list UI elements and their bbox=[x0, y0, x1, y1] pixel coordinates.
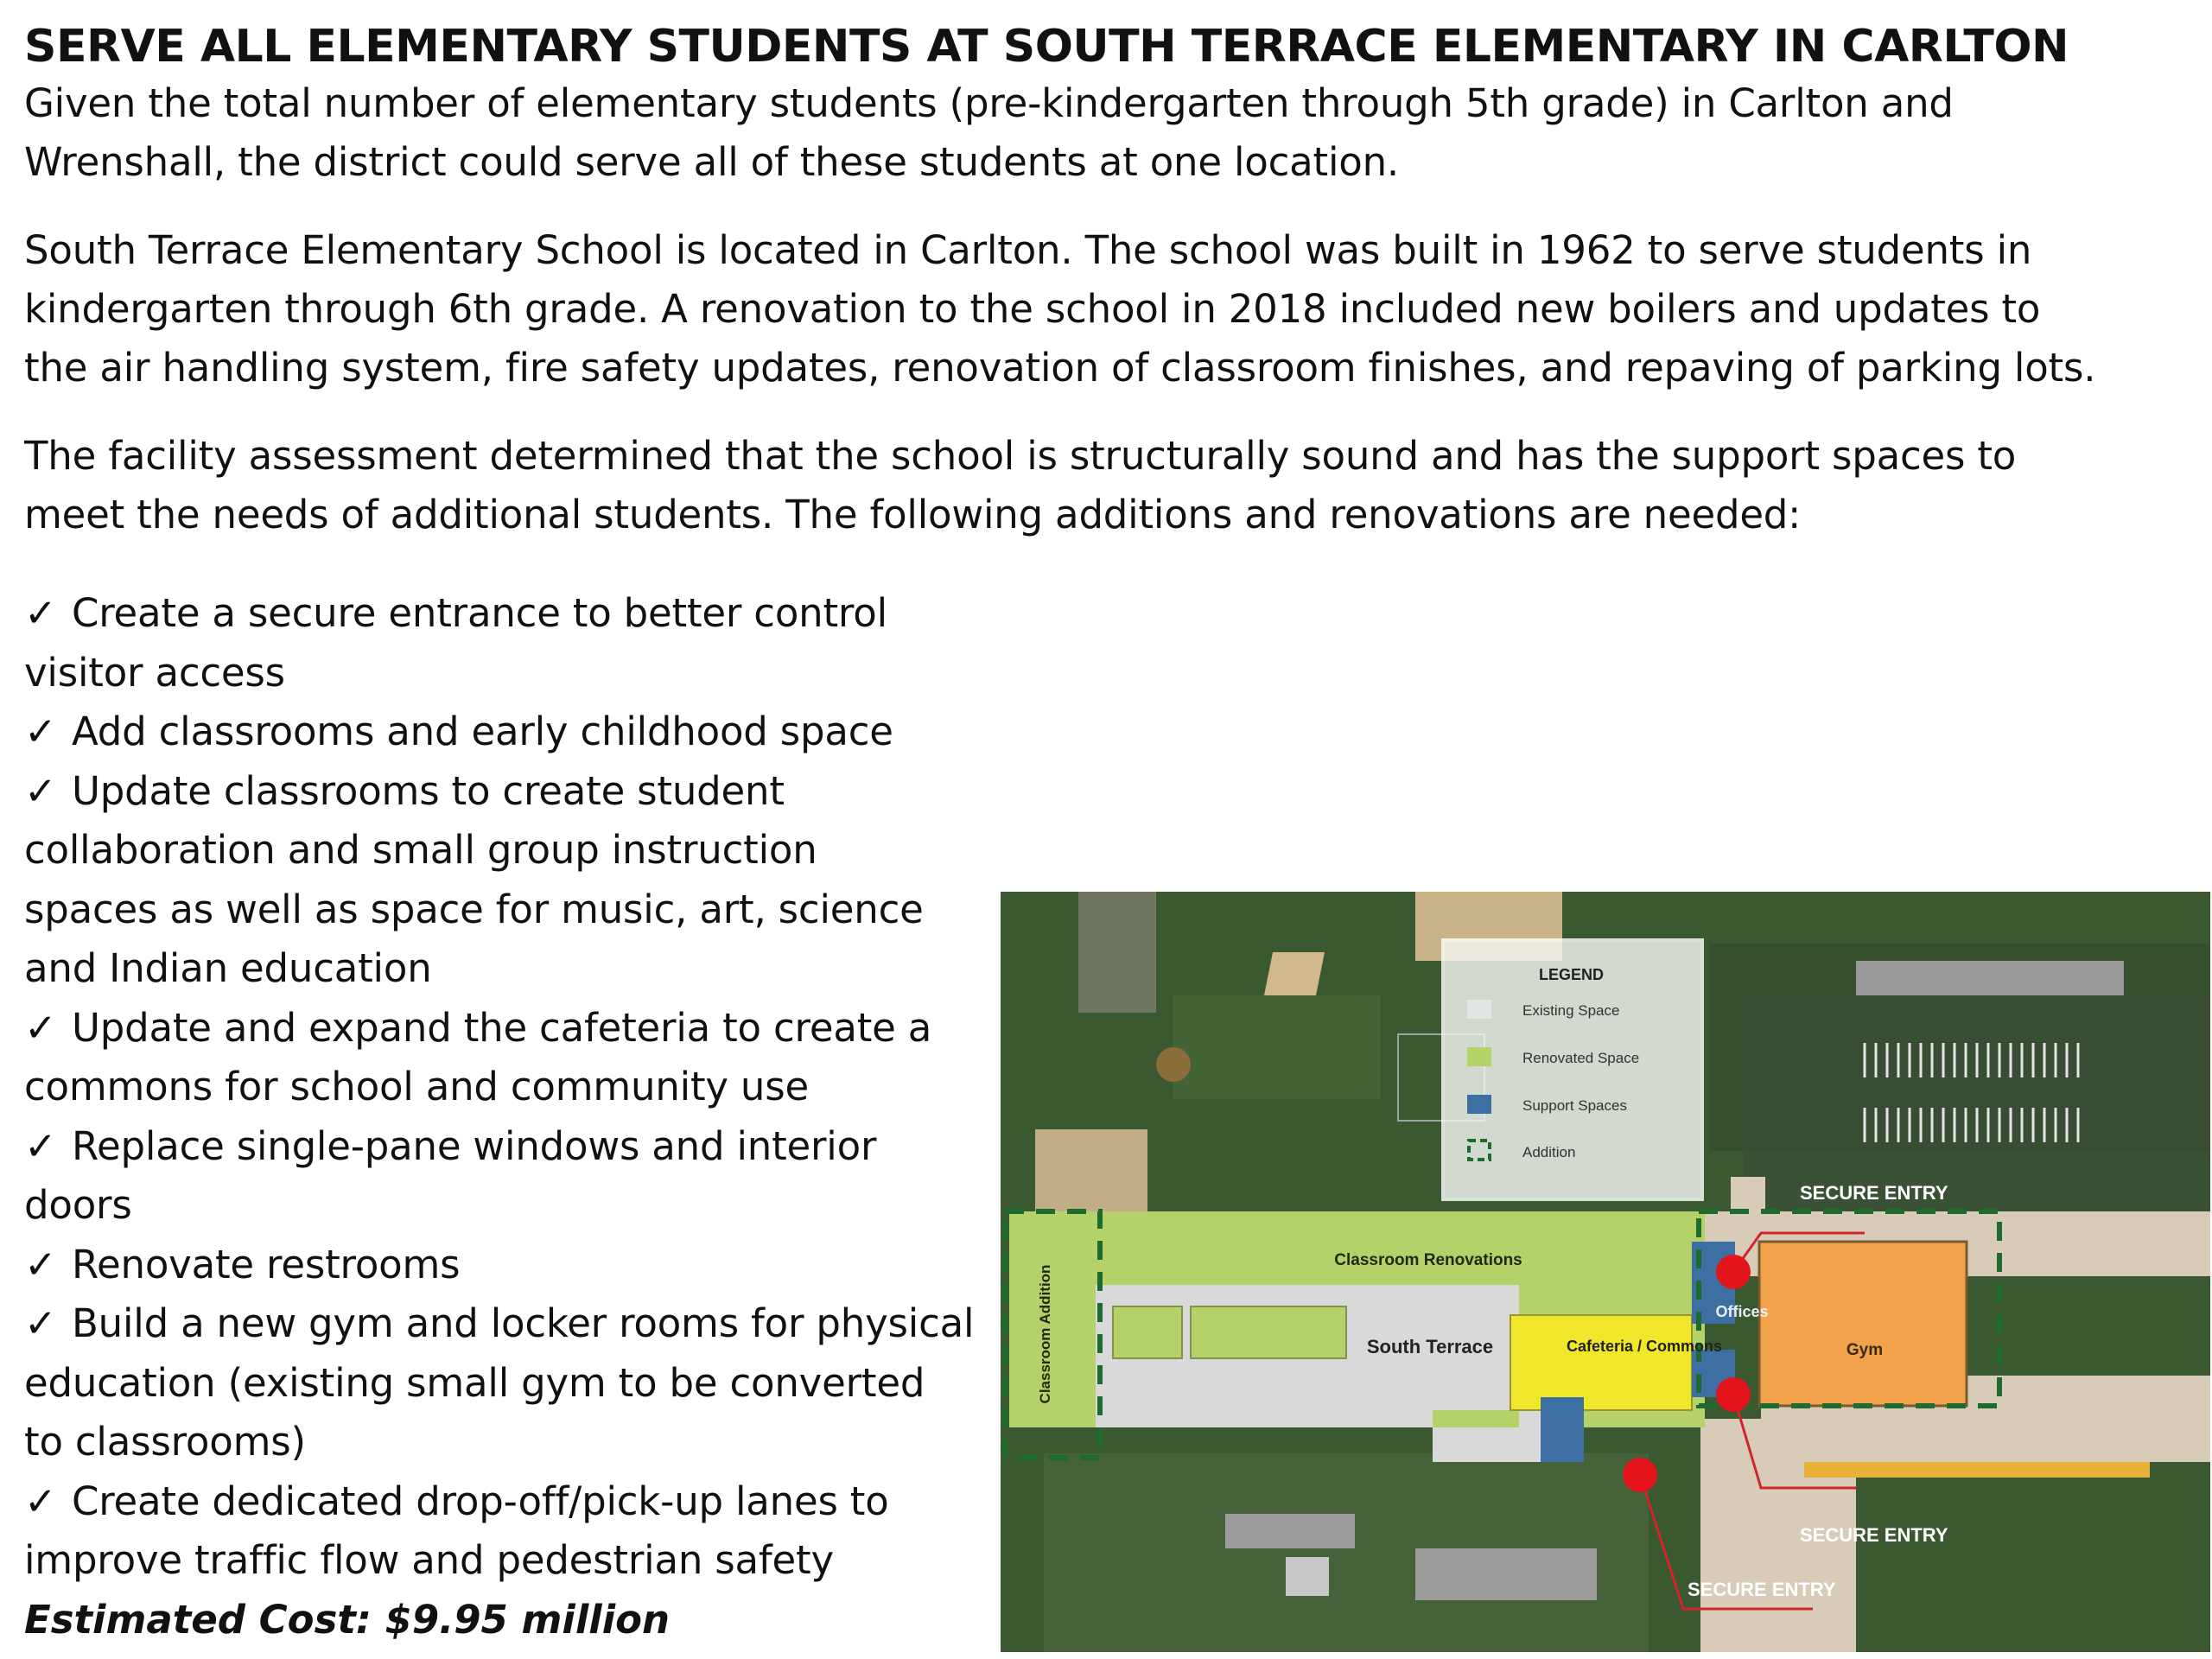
legend-title: LEGEND bbox=[1539, 966, 1605, 983]
checklist-item bbox=[24, 1236, 1018, 1295]
classroom-renovations-label: Classroom Renovations bbox=[1334, 1251, 1522, 1269]
legend-swatch-existing bbox=[1467, 1000, 1491, 1019]
playground-equipment bbox=[1156, 1047, 1191, 1082]
gym-block bbox=[1759, 1242, 1967, 1406]
site-plan-svg bbox=[1001, 892, 2210, 1652]
classroom-block-2 bbox=[1191, 1306, 1346, 1358]
check-mark-icon: ✓ bbox=[24, 1478, 57, 1524]
checklist-item bbox=[24, 702, 1018, 762]
school-history-paragraph: South Terrace Elementary School is located in Carlton. The school was built in 1962 to serve students in kindergarten through 6th grade. A renovation to the school in 2018 included new boilers and updates to the air handling system, fire safety updates, renovation of classroom finishes, and repaving of parking lots. bbox=[24, 227, 2096, 391]
paved-path bbox=[1078, 892, 1156, 1013]
gym-label: Gym bbox=[1846, 1341, 1884, 1359]
checklist-text: Add classrooms and early childhood space bbox=[72, 709, 893, 754]
checklist-item-continued bbox=[24, 1413, 1018, 1472]
assessment-paragraph: The facility assessment determined that the school is structurally sound and has the support spaces to meet the needs of additional students. The following additions and renovations are needed: bbox=[24, 433, 2017, 537]
secure-entry-marker-2 bbox=[1716, 1377, 1751, 1412]
checklist-text: commons for school and community use bbox=[24, 1064, 809, 1109]
checklist-text: spaces as well as space for music, art, science bbox=[24, 886, 924, 932]
estimated-cost: Estimated Cost: $9.95 million bbox=[24, 1596, 671, 1643]
checklist-text: to classrooms) bbox=[24, 1419, 306, 1465]
check-mark-icon: ✓ bbox=[24, 1241, 57, 1287]
secure-entry-label-1: SECURE ENTRY bbox=[1800, 1182, 1948, 1204]
legend-swatch-support bbox=[1467, 1095, 1491, 1114]
checklist-item-continued bbox=[24, 1354, 1018, 1414]
drop-off-marks bbox=[1804, 1462, 2150, 1478]
checklist-item-continued bbox=[24, 1058, 1018, 1117]
check-mark-icon: ✓ bbox=[24, 767, 57, 814]
secure-entry-label-3: SECURE ENTRY bbox=[1688, 1579, 1836, 1600]
checklist-text: education (existing small gym to be converted bbox=[24, 1359, 925, 1406]
check-mark-icon: ✓ bbox=[24, 590, 57, 636]
site-plan-image bbox=[1001, 892, 2210, 1652]
legend-item-renovated: Renovated Space bbox=[1522, 1050, 1640, 1066]
school-name-label: South Terrace bbox=[1366, 1336, 1494, 1357]
parking-row-south-2 bbox=[1415, 1548, 1597, 1600]
checklist-item bbox=[24, 762, 1018, 822]
page-title: SERVE ALL ELEMENTARY STUDENTS AT SOUTH TERRACE ELEMENTARY IN CARLTON bbox=[24, 21, 2069, 73]
checklist-item-continued bbox=[24, 821, 1018, 880]
check-mark-icon: ✓ bbox=[24, 709, 57, 754]
check-mark-icon: ✓ bbox=[24, 1300, 57, 1346]
checklist-item-continued bbox=[24, 1176, 1018, 1236]
checklist-text: and Indian education bbox=[24, 945, 432, 991]
checklist-item bbox=[24, 1472, 1018, 1532]
offices-label: Offices bbox=[1715, 1303, 1769, 1320]
legend-item-existing: Existing Space bbox=[1522, 1002, 1620, 1019]
legend-swatch-renovated bbox=[1467, 1047, 1491, 1066]
dirt-field bbox=[1035, 1129, 1147, 1220]
support-block-south bbox=[1541, 1397, 1584, 1462]
checklist-text: collaboration and small group instruction bbox=[24, 827, 817, 873]
cafeteria-commons bbox=[1510, 1315, 1692, 1410]
checklist-item bbox=[24, 1294, 1018, 1354]
parking-row-south bbox=[1225, 1514, 1355, 1548]
south-terrace-existing bbox=[1096, 1358, 1433, 1427]
intro-paragraph: Given the total number of elementary students (pre-kindergarten through 5th grade) in Carlton and Wrenshall, the district could serve all of these students at one location. bbox=[24, 80, 1954, 185]
checklist-item bbox=[24, 584, 1018, 702]
classroom-addition-label: Classroom Addition bbox=[1037, 1264, 1053, 1404]
secure-entry-marker-1 bbox=[1716, 1255, 1751, 1289]
document-text bbox=[24, 19, 2184, 574]
checklist-item-continued bbox=[24, 880, 1018, 940]
classroom-block-1 bbox=[1113, 1306, 1182, 1358]
checklist-item-continued bbox=[24, 1531, 1018, 1591]
checklist-text: Update and expand the cafeteria to create a bbox=[72, 1004, 932, 1051]
checklist-item bbox=[24, 999, 1018, 1058]
secure-entry-label-2: SECURE ENTRY bbox=[1800, 1524, 1948, 1546]
checklist-text: Create dedicated drop-off/pick-up lanes to bbox=[72, 1478, 889, 1524]
checklist-text: Create a secure entrance to better control visitor access bbox=[24, 590, 887, 696]
shed bbox=[1286, 1557, 1329, 1596]
cafeteria-label: Cafeteria / Commons bbox=[1566, 1338, 1723, 1355]
legend-item-addition: Addition bbox=[1522, 1144, 1576, 1160]
checklist-text: Build a new gym and locker rooms for physical bbox=[72, 1300, 975, 1346]
legend-box bbox=[1443, 940, 1702, 1199]
secure-entry-marker-3 bbox=[1623, 1458, 1657, 1492]
checklist-text: Replace single-pane windows and interior bbox=[72, 1122, 877, 1169]
needs-checklist bbox=[24, 584, 1018, 1649]
checklist-text: Renovate restrooms bbox=[72, 1241, 461, 1287]
wing-south bbox=[1433, 1427, 1545, 1462]
check-mark-icon: ✓ bbox=[24, 1004, 57, 1051]
checklist-text: doors bbox=[24, 1182, 132, 1228]
checklist-text: improve traffic flow and pedestrian safety bbox=[24, 1537, 834, 1583]
checklist-text: Update classrooms to create student bbox=[72, 767, 785, 814]
legend-item-support: Support Spaces bbox=[1522, 1097, 1627, 1114]
checklist-item-continued bbox=[24, 939, 1018, 999]
parking-row-top bbox=[1856, 961, 2124, 995]
play-dirt bbox=[1264, 952, 1325, 995]
check-mark-icon: ✓ bbox=[24, 1122, 57, 1169]
checklist-item bbox=[24, 1117, 1018, 1177]
